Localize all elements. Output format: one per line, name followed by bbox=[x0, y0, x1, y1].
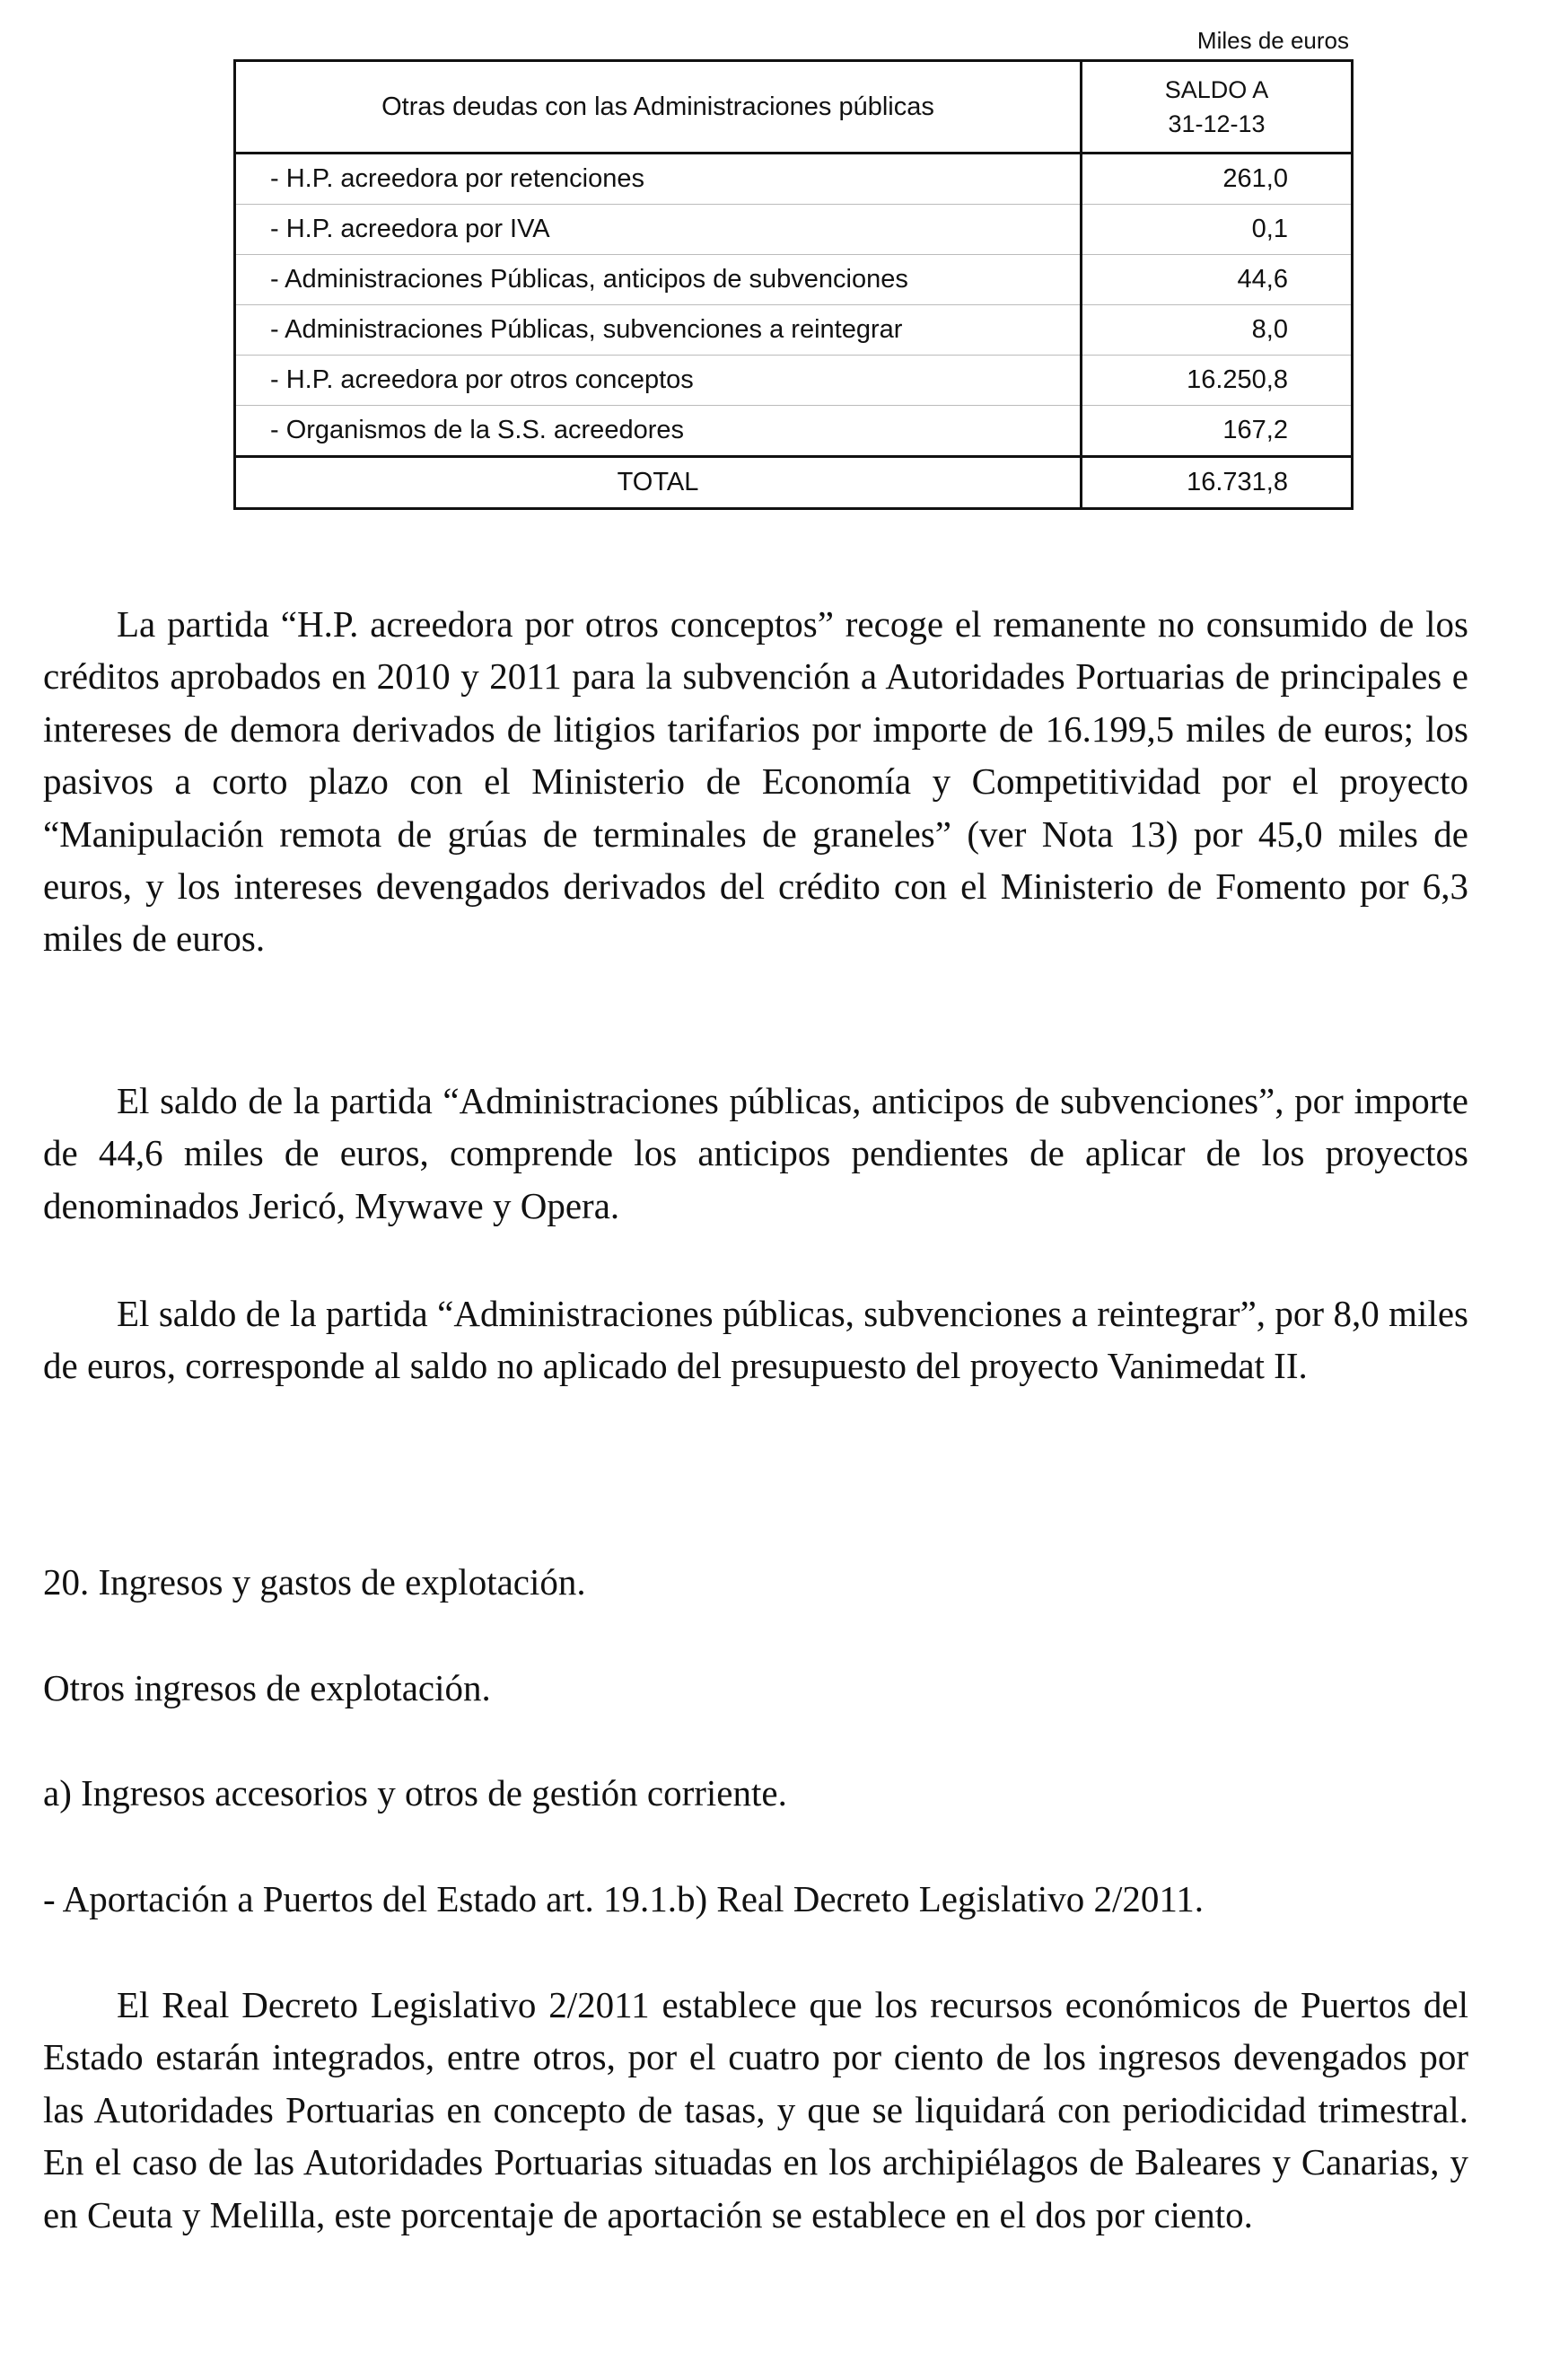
row-amount: 8,0 bbox=[1082, 305, 1353, 356]
row-concept: - Administraciones Públicas, anticipos de subvenciones bbox=[235, 255, 1082, 305]
paragraph-subvenciones-reintegrar: El saldo de la partida “Administraciones públicas, subvenciones a reintegrar”, por 8,0 miles de euros, corresponde al saldo no aplicado del presupuesto del proyecto Vanimedat II. bbox=[43, 1293, 1468, 1387]
row-amount: 261,0 bbox=[1082, 154, 1353, 205]
header-saldo-line1: SALDO A bbox=[1164, 76, 1269, 103]
units-label: Miles de euros bbox=[1196, 27, 1349, 54]
header-concept: Otras deudas con las Administraciones públicas bbox=[235, 61, 1082, 154]
subheading: Otros ingresos de explotación. bbox=[43, 1667, 491, 1708]
row-concept: - H.P. acreedora por IVA bbox=[235, 205, 1082, 255]
debts-table bbox=[233, 59, 1354, 510]
paragraph-real-decreto: El Real Decreto Legislativo 2/2011 establece que los recursos económicos de Puertos del Estado estarán integrados, entre otros, por el cuatro por ciento de los ingresos devengados por las Autoridades Portuarias en concepto de tasas, y que se liquidará con periodicidad trimestral. En el caso de las Autoridades Portuarias situadas en los archipiélagos de Baleares y Canarias, y en Ceuta y Melilla, este porcentaje de aportación se establece en el dos por ciento. bbox=[43, 1984, 1468, 2235]
header-saldo bbox=[1082, 61, 1353, 154]
table-row bbox=[235, 305, 1353, 356]
table-row bbox=[235, 154, 1353, 205]
table-row bbox=[235, 356, 1353, 406]
row-concept: - Organismos de la S.S. acreedores bbox=[235, 406, 1082, 457]
header-saldo-line2: 31-12-13 bbox=[1168, 110, 1266, 137]
table-row bbox=[235, 205, 1353, 255]
row-amount: 167,2 bbox=[1082, 406, 1353, 457]
item-aportacion: - Aportación a Puertos del Estado art. 19.1.b) Real Decreto Legislativo 2/2011. bbox=[43, 1878, 1205, 1919]
row-concept: - H.P. acreedora por retenciones bbox=[235, 154, 1082, 205]
table-header-row bbox=[235, 61, 1353, 154]
total-amount: 16.731,8 bbox=[1082, 457, 1353, 509]
table-row bbox=[235, 255, 1353, 305]
row-concept: - Administraciones Públicas, subvenciones a reintegrar bbox=[235, 305, 1082, 356]
row-amount: 44,6 bbox=[1082, 255, 1353, 305]
row-concept: - H.P. acreedora por otros conceptos bbox=[235, 356, 1082, 406]
paragraph-anticipos-subvenciones: El saldo de la partida “Administraciones públicas, anticipos de subvenciones”, por importe de 44,6 miles de euros, comprende los anticipos pendientes de aplicar de los proyectos denominados Jericó, Mywave y Opera. bbox=[43, 1080, 1468, 1226]
row-amount: 16.250,8 bbox=[1082, 356, 1353, 406]
section-heading: 20. Ingresos y gastos de explotación. bbox=[43, 1561, 586, 1603]
total-label: TOTAL bbox=[235, 457, 1082, 509]
table-row bbox=[235, 406, 1353, 457]
item-a: a) Ingresos accesorios y otros de gestión corriente. bbox=[43, 1772, 787, 1814]
paragraph-hp-otros-conceptos: La partida “H.P. acreedora por otros conceptos” recoge el remanente no consumido de los créditos aprobados en 2010 y 2011 para la subvención a Autoridades Portuarias de principales e intereses de demora derivados de litigios tarifarios por importe de 16.199,5 miles de euros; los pasivos a corto plazo con el Ministerio de Economía y Competitividad por el proyecto “Manipulación remota de grúas de terminales de graneles” (ver Nota 13) por 45,0 miles de euros, y los intereses devengados derivados del crédito con el Ministerio de Fomento por 6,3 miles de euros. bbox=[43, 603, 1468, 960]
table-total-row bbox=[235, 457, 1353, 509]
row-amount: 0,1 bbox=[1082, 205, 1353, 255]
